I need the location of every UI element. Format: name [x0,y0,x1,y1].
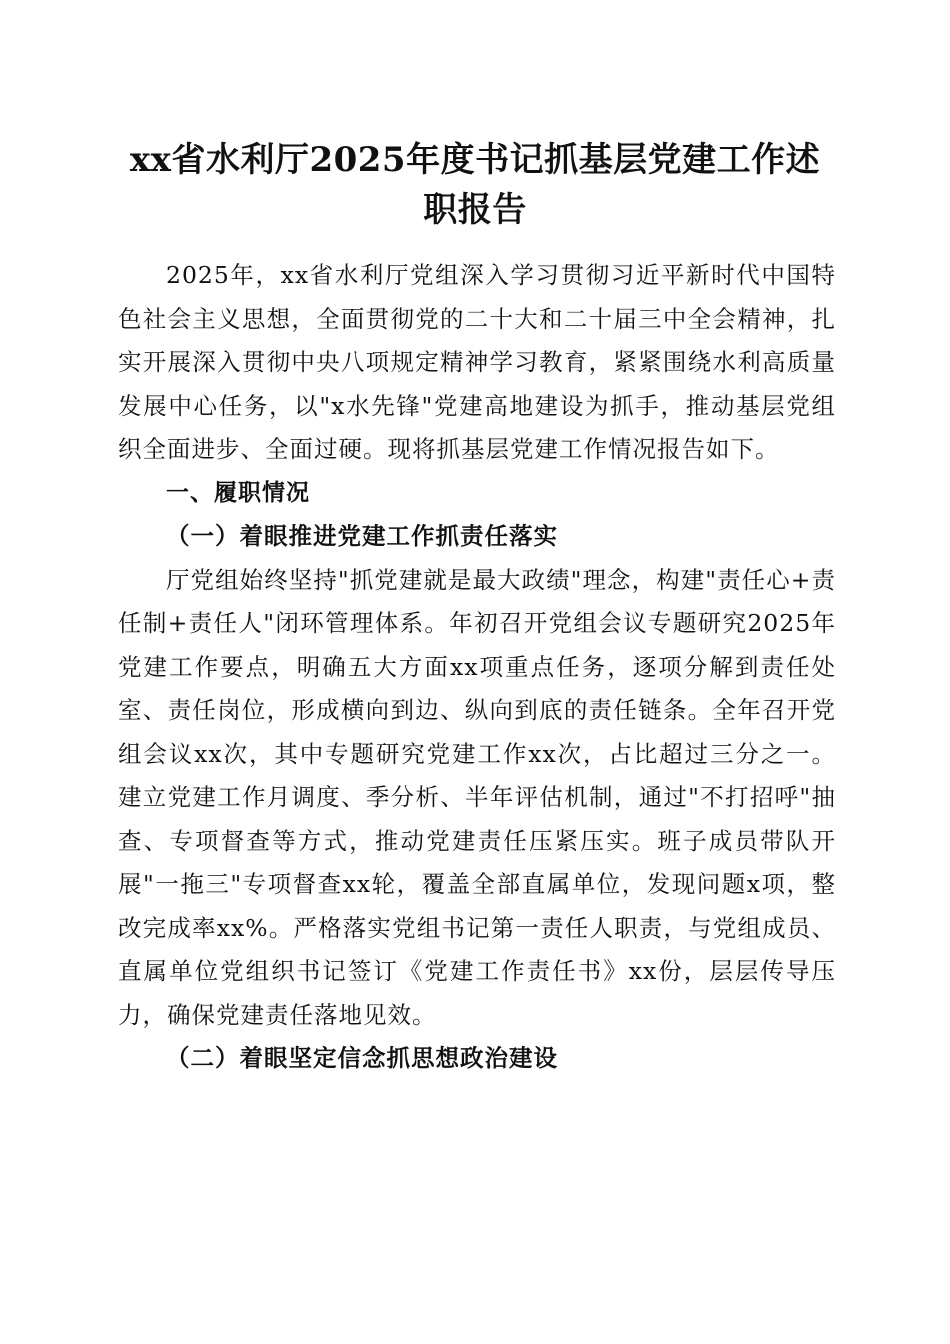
title-line-2: 职报告 [423,190,527,230]
intro-paragraph: 2025年，xx省水利厅党组深入学习贯彻习近平新时代中国特色社会主义思想，全面贯彻党的二十大和二十届三中全会精神，扎实开展深入贯彻中央八项规定精神学习教育，紧紧围绕水利高质量发展中心任务，以"x水先锋"党建高地建设为抓手，推动基层党组织全面进步、全面过硬。现将抓基层党建工作情况报告如下。 [118,261,836,463]
subsection-heading-2: （二）着眼坚定信念抓思想政治建设 [166,1044,558,1072]
subsection-1-paragraph: 厅党组始终坚持"抓党建就是最大政绩"理念，构建"责任心+责任制+责任人"闭环管理体系。年初召开党组会议专题研究2025年党建工作要点，明确五大方面xx项重点任务，逐项分解到责任处室、责任岗位，形成横向到边、纵向到底的责任链条。全年召开党组会议xx次，其中专题研究党建工作xx次，占比超过三分之一。建立党建工作月调度、季分析、半年评估机制，通过"不打招呼"抽查、专项督查等方式，推动党建责任压紧压实。班子成员带队开展"一拖三"专项督查xx轮，覆盖全部直属单位，发现问题x项，整改完成率xx%。严格落实党组书记第一责任人职责，与党组成员、直属单位党组织书记签订《党建工作责任书》xx份，层层传导压力，确保党建责任落地见效。 [118,565,836,1029]
subsection-heading-1: （一）着眼推进党建工作抓责任落实 [166,522,558,550]
title-line-1: xx省水利厅2025年度书记抓基层党建工作述 [129,140,821,180]
document-title [110,135,840,235]
section-heading-1: 一、履职情况 [166,479,310,506]
document-body [118,254,836,1081]
